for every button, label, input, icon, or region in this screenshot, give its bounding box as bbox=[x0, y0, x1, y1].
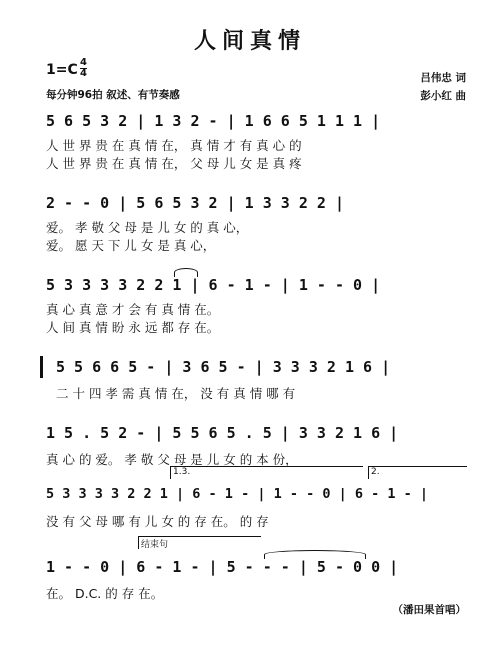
notes-row-6: 5 3 3 3 3 2 2 1 | 6 - 1 - | 1 - - 0 | 6 - 1 - | bbox=[46, 486, 429, 502]
lyricist-credit: 吕伟忠 词 bbox=[420, 72, 466, 84]
notes-row-1: 5 6 5 3 2 | 1 3 2 - | 1 6 6 5 1 1 1 | bbox=[46, 112, 381, 130]
key-signature: 1=C bbox=[46, 62, 78, 78]
volta-second-ending: 2. bbox=[368, 466, 467, 479]
lyrics-row-3-verse-2: 人 间 真 情 盼 永 远 都 存 在。 bbox=[46, 320, 220, 335]
time-top: 4 bbox=[80, 57, 87, 68]
lyrics-row-2-verse-1: 爱。 孝 敬 父 母 是 儿 女 的 真 心， bbox=[46, 220, 249, 235]
repeat-start-bar bbox=[40, 356, 43, 378]
lyrics-row-1-verse-1: 人 世 界 贵 在 真 情 在， 真 情 才 有 真 心 的 bbox=[46, 138, 302, 153]
lyrics-row-5: 真 心 的 爱。 孝 敬 父 母 是 儿 女 的 本 份， bbox=[46, 452, 298, 467]
notes-row-2: 2 - - 0 | 5 6 5 3 2 | 1 3 3 2 2 | bbox=[46, 194, 345, 212]
lyrics-row-1-verse-2: 人 世 界 贵 在 真 情 在， 父 母 儿 女 是 真 疼 bbox=[46, 156, 302, 171]
ending-phrase-label: 结束句 bbox=[138, 536, 261, 549]
lyrics-row-2-verse-2: 爱。 愿 天 下 儿 女 是 真 心， bbox=[46, 238, 216, 253]
song-title: 人间真情 bbox=[193, 29, 306, 54]
notes-row-3: 5 3 3 3 3 2 2 1 | 6 - 1 - | 1 - - 0 | bbox=[46, 276, 381, 294]
lyrics-row-4: 二 十 四 孝 需 真 情 在， 没 有 真 情 哪 有 bbox=[56, 386, 296, 401]
notes-row-4: 5 5 6 6 5 - | 3 6 5 - | 3 3 3 2 1 6 | bbox=[56, 358, 391, 376]
lyrics-row-6: 没 有 父 母 哪 有 儿 女 的 存 在。 的 存 bbox=[46, 514, 269, 529]
notes-row-7: 1 - - 0 | 6 - 1 - | 5 - - - | 5 - 0 0 | bbox=[46, 558, 399, 576]
singer-credit: （潘田果首唱） bbox=[392, 604, 466, 616]
tempo-note: 每分钟96拍 叙述、有节奏感 bbox=[46, 89, 180, 101]
time-bottom: 4 bbox=[80, 68, 87, 79]
composer-credit: 彭小红 曲 bbox=[420, 90, 466, 102]
volta-first-ending: 1.3. bbox=[170, 466, 363, 479]
lyrics-row-7: 在。 D.C. 的 存 在。 bbox=[46, 586, 164, 601]
time-signature bbox=[80, 58, 87, 79]
lyrics-row-3-verse-1: 真 心 真 意 才 会 有 真 情 在。 bbox=[46, 302, 220, 317]
notes-row-5: 1 5 . 5 2 - | 5 5 6 5 . 5 | 3 3 2 1 6 | bbox=[46, 424, 399, 442]
